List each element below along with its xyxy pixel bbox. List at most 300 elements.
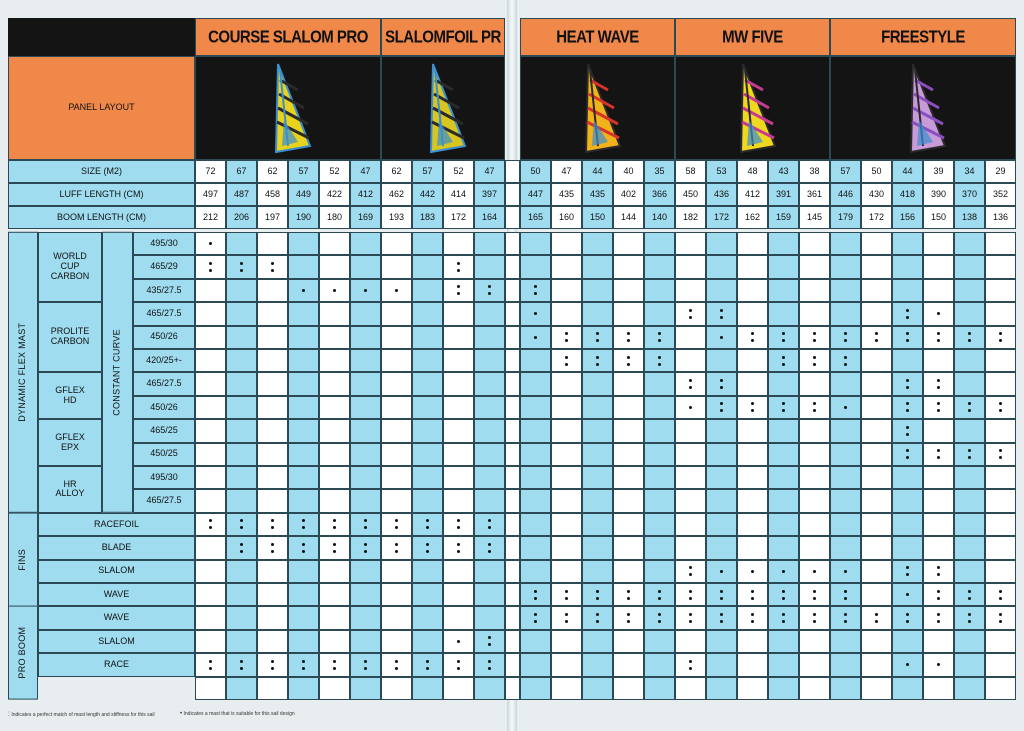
dot	[906, 663, 909, 666]
grid-cell	[861, 677, 892, 700]
suitable-mark	[364, 289, 367, 292]
grid-cell	[923, 349, 954, 372]
grid-cell	[474, 489, 505, 512]
dot	[240, 262, 243, 265]
grid-cell	[582, 326, 613, 349]
spec-value: 412	[350, 183, 381, 206]
grid-cell	[892, 560, 923, 583]
dot	[906, 456, 909, 459]
dot	[364, 550, 367, 553]
grid-cell	[257, 583, 288, 606]
grid-cell	[613, 630, 644, 653]
grid-cell	[706, 302, 737, 325]
grid-cell	[319, 653, 350, 676]
grid-cell	[319, 443, 350, 466]
dot	[844, 363, 847, 366]
spec-value: 435	[582, 183, 613, 206]
grid-cell	[319, 560, 350, 583]
perfect-match-mark	[782, 613, 785, 623]
dot	[209, 269, 212, 272]
panel-layout-label: PANEL LAYOUT	[8, 56, 195, 160]
suitable-mark	[844, 406, 847, 409]
model-name: MW FIVE	[722, 27, 783, 47]
grid-cell	[319, 255, 350, 278]
grid-cell	[195, 302, 226, 325]
grid-cell	[412, 489, 443, 512]
dot	[565, 613, 568, 616]
dot	[240, 519, 243, 522]
grid-cell	[644, 489, 675, 512]
grid-cell	[551, 513, 582, 536]
grid-cell	[319, 466, 350, 489]
grid-cell	[474, 583, 505, 606]
dot	[565, 597, 568, 600]
grid-cell	[613, 513, 644, 536]
grid-cell	[520, 279, 551, 302]
grid-cell	[350, 560, 381, 583]
perfect-match-mark	[565, 590, 568, 600]
grid-cell	[257, 255, 288, 278]
spec-value: 212	[195, 206, 226, 229]
grid-cell	[195, 536, 226, 559]
dot	[488, 643, 491, 646]
perfect-match-mark	[906, 426, 909, 436]
grid-cell	[350, 443, 381, 466]
dot	[426, 519, 429, 522]
dot	[209, 519, 212, 522]
grid-cell	[861, 466, 892, 489]
grid-cell	[799, 677, 830, 700]
footnote-suitable: • Indicates a mast that is suitable for this sail design	[180, 711, 295, 717]
grid-cell	[706, 606, 737, 629]
grid-cell	[412, 326, 443, 349]
mast-row-label-4: 450/26	[133, 326, 195, 349]
grid-cell	[412, 653, 443, 676]
grid-cell	[551, 349, 582, 372]
grid-cell	[892, 372, 923, 395]
perfect-match-mark	[364, 543, 367, 553]
perfect-match-mark	[689, 590, 692, 600]
grid-cell	[505, 419, 520, 442]
grid-cell	[443, 349, 474, 372]
spec-value: 53	[706, 160, 737, 183]
sail-image-0	[195, 56, 381, 160]
dot	[395, 543, 398, 546]
suitable-mark	[534, 336, 537, 339]
dot	[937, 402, 940, 405]
grid-cell	[288, 606, 319, 629]
grid-cell	[613, 606, 644, 629]
perfect-match-mark	[689, 566, 692, 576]
grid-cell	[350, 630, 381, 653]
dot	[937, 663, 940, 666]
dot	[782, 363, 785, 366]
grid-cell	[861, 279, 892, 302]
dot	[999, 339, 1002, 342]
dot	[534, 620, 537, 623]
grid-cell	[505, 466, 520, 489]
spec-value: 183	[412, 206, 443, 229]
dot	[968, 402, 971, 405]
grid-cell	[350, 489, 381, 512]
grid-cell	[319, 232, 350, 255]
dot	[240, 550, 243, 553]
grid-cell	[675, 302, 706, 325]
perfect-match-mark	[565, 356, 568, 366]
model-header-4	[830, 18, 1016, 56]
header-row-label-0: SIZE (M2)	[8, 160, 195, 183]
dot	[240, 667, 243, 670]
grid-cell	[830, 630, 861, 653]
perfect-match-mark	[596, 356, 599, 366]
grid-cell	[319, 630, 350, 653]
grid-cell	[954, 302, 985, 325]
grid-cell	[613, 372, 644, 395]
grid-cell	[830, 536, 861, 559]
grid-cell	[737, 677, 768, 700]
grid-cell	[257, 489, 288, 512]
dot	[937, 449, 940, 452]
grid-cell	[737, 606, 768, 629]
grid-cell	[474, 630, 505, 653]
dot	[333, 667, 336, 670]
perfect-match-mark	[813, 590, 816, 600]
grid-cell	[226, 349, 257, 372]
grid-cell	[954, 630, 985, 653]
grid-cell	[443, 677, 474, 700]
grid-cell	[195, 443, 226, 466]
dot	[658, 597, 661, 600]
dot	[937, 573, 940, 576]
grid-cell	[799, 326, 830, 349]
grid-cell	[257, 677, 288, 700]
dot	[937, 339, 940, 342]
dot	[596, 597, 599, 600]
grid-cell	[768, 653, 799, 676]
grid-cell	[319, 349, 350, 372]
dot	[395, 519, 398, 522]
grid-cell	[381, 279, 412, 302]
dot	[627, 620, 630, 623]
grid-cell	[412, 630, 443, 653]
dot	[782, 402, 785, 405]
dot	[999, 597, 1002, 600]
grid-cell	[737, 419, 768, 442]
dot	[906, 449, 909, 452]
grid-cell	[319, 583, 350, 606]
grid-cell	[985, 396, 1016, 419]
grid-cell	[381, 396, 412, 419]
spec-value: 58	[675, 160, 706, 183]
grid-cell	[350, 606, 381, 629]
top-left-strip	[8, 18, 195, 56]
perfect-match-mark	[209, 519, 212, 529]
perfect-match-mark	[333, 519, 336, 529]
dot	[488, 292, 491, 295]
dot	[534, 292, 537, 295]
grid-cell	[799, 419, 830, 442]
grid-cell	[582, 489, 613, 512]
grid-cell	[675, 372, 706, 395]
dot	[813, 339, 816, 342]
perfect-match-mark	[271, 543, 274, 553]
grid-cell	[257, 630, 288, 653]
grid-cell	[412, 443, 443, 466]
grid-cell	[319, 513, 350, 536]
dot	[395, 660, 398, 663]
perfect-match-mark	[271, 660, 274, 670]
grid-cell	[520, 466, 551, 489]
perfect-match-mark	[782, 356, 785, 366]
grid-cell	[799, 443, 830, 466]
grid-cell	[985, 653, 1016, 676]
grid-cell	[443, 372, 474, 395]
grid-cell	[706, 677, 737, 700]
dot	[209, 262, 212, 265]
grid-cell	[195, 677, 226, 700]
perfect-match-mark	[937, 379, 940, 389]
grid-cell	[923, 466, 954, 489]
grid-cell	[892, 326, 923, 349]
grid-cell	[985, 677, 1016, 700]
grid-cell	[954, 372, 985, 395]
grid-cell	[505, 677, 520, 700]
grid-cell	[412, 536, 443, 559]
grid-cell	[830, 677, 861, 700]
grid-cell	[474, 372, 505, 395]
perfect-match-mark	[457, 543, 460, 553]
dot	[906, 620, 909, 623]
dot	[844, 620, 847, 623]
grid-cell	[954, 677, 985, 700]
perfect-match-mark	[813, 402, 816, 412]
grid-cell	[381, 372, 412, 395]
dot	[488, 526, 491, 529]
grid-cell	[923, 606, 954, 629]
perfect-match-mark	[457, 262, 460, 272]
grid-cell	[737, 349, 768, 372]
grid-cell	[226, 536, 257, 559]
perfect-match-mark	[302, 519, 305, 529]
grid-cell	[768, 583, 799, 606]
dot	[689, 590, 692, 593]
perfect-match-mark	[426, 543, 429, 553]
dot	[751, 570, 754, 573]
suitable-mark	[720, 570, 723, 573]
grid-cell	[195, 396, 226, 419]
spec-value: 50	[520, 160, 551, 183]
grid-cell	[226, 653, 257, 676]
dot	[999, 613, 1002, 616]
suitable-mark	[689, 406, 692, 409]
grid-cell	[954, 396, 985, 419]
grid-cell	[923, 232, 954, 255]
mast-row-label-11: 465/27.5	[133, 489, 195, 512]
mast-row-label-0: 495/30	[133, 232, 195, 255]
dot	[813, 332, 816, 335]
grid-cell	[226, 255, 257, 278]
grid-cell	[350, 466, 381, 489]
dot	[906, 426, 909, 429]
header-row-label-1: LUFF LENGTH (CM)	[8, 183, 195, 206]
perfect-match-mark	[271, 519, 274, 529]
spec-value: 156	[892, 206, 923, 229]
grid-cell	[551, 279, 582, 302]
perfect-match-mark	[627, 356, 630, 366]
grid-cell	[226, 443, 257, 466]
perfect-match-mark	[968, 402, 971, 412]
grid-cell	[706, 513, 737, 536]
grid-cell	[381, 419, 412, 442]
grid-cell	[474, 513, 505, 536]
grid-cell	[644, 255, 675, 278]
grid-cell	[582, 630, 613, 653]
grid-cell	[675, 606, 706, 629]
grid-cell	[474, 466, 505, 489]
spec-value: 29	[985, 160, 1016, 183]
grid-cell	[737, 466, 768, 489]
grid-cell	[830, 489, 861, 512]
suitable-mark	[937, 312, 940, 315]
grid-cell	[582, 419, 613, 442]
grid-cell	[892, 349, 923, 372]
grid-cell	[613, 326, 644, 349]
grid-cell	[675, 279, 706, 302]
grid-cell	[226, 606, 257, 629]
grid-cell	[768, 232, 799, 255]
grid-cell	[923, 396, 954, 419]
grid-cell	[443, 419, 474, 442]
grid-cell	[737, 536, 768, 559]
grid-cell	[985, 419, 1016, 442]
grid-cell	[675, 232, 706, 255]
dot	[302, 660, 305, 663]
perfect-match-mark	[751, 402, 754, 412]
grid-cell	[768, 606, 799, 629]
perfect-match-mark	[906, 402, 909, 412]
grid-cell	[474, 232, 505, 255]
dot	[395, 667, 398, 670]
perfect-match-mark	[720, 613, 723, 623]
grid-cell	[474, 326, 505, 349]
grid-cell	[675, 583, 706, 606]
grid-cell	[412, 255, 443, 278]
grid-cell	[675, 513, 706, 536]
grid-cell	[613, 279, 644, 302]
dot	[720, 620, 723, 623]
dot	[271, 262, 274, 265]
spec-value: 446	[830, 183, 861, 206]
grid-cell	[350, 326, 381, 349]
grid-cell	[520, 513, 551, 536]
dot	[565, 363, 568, 366]
spec-value: 38	[799, 160, 830, 183]
grid-cell	[350, 513, 381, 536]
dot	[627, 356, 630, 359]
perfect-match-mark	[875, 332, 878, 342]
dot	[720, 402, 723, 405]
dot	[844, 570, 847, 573]
grid-cell	[412, 513, 443, 536]
grid-cell	[195, 630, 226, 653]
grid-cell	[644, 396, 675, 419]
dot	[751, 339, 754, 342]
dot	[906, 339, 909, 342]
dot	[534, 312, 537, 315]
grid-cell	[257, 326, 288, 349]
perfect-match-mark	[271, 262, 274, 272]
dot	[488, 550, 491, 553]
spec-value: 414	[443, 183, 474, 206]
perfect-match-mark	[813, 332, 816, 342]
grid-cell	[520, 560, 551, 583]
dot	[426, 526, 429, 529]
dot	[999, 456, 1002, 459]
grid-cell	[505, 396, 520, 419]
dot	[333, 550, 336, 553]
dot	[844, 590, 847, 593]
dot	[689, 309, 692, 312]
grid-cell	[257, 466, 288, 489]
dot	[689, 379, 692, 382]
spec-value: 150	[923, 206, 954, 229]
perfect-match-mark	[488, 543, 491, 553]
grid-cell	[675, 419, 706, 442]
suitable-mark	[844, 570, 847, 573]
grid-cell	[582, 349, 613, 372]
grid-cell	[551, 443, 582, 466]
grid-cell	[505, 489, 520, 512]
dot	[937, 456, 940, 459]
group-label-fins: FINS	[8, 513, 38, 607]
fin-row-label-3: WAVE	[38, 583, 195, 606]
grid-cell	[226, 396, 257, 419]
suitable-mark	[333, 289, 336, 292]
spec-value: 62	[381, 160, 412, 183]
grid-cell	[954, 583, 985, 606]
dot	[720, 386, 723, 389]
grid-cell	[520, 232, 551, 255]
spec-value: 165	[520, 206, 551, 229]
grid-cell	[830, 513, 861, 536]
grid-cell	[226, 372, 257, 395]
grid-cell	[443, 396, 474, 419]
grid-cell	[474, 302, 505, 325]
dot	[457, 519, 460, 522]
grid-cell	[195, 489, 226, 512]
grid-cell	[985, 232, 1016, 255]
grid-cell	[861, 489, 892, 512]
dot	[302, 526, 305, 529]
grid-cell	[226, 560, 257, 583]
grid-cell	[551, 302, 582, 325]
grid-cell	[954, 606, 985, 629]
grid-cell	[443, 606, 474, 629]
perfect-match-mark	[844, 590, 847, 600]
grid-cell	[195, 232, 226, 255]
grid-cell	[923, 419, 954, 442]
dot	[906, 379, 909, 382]
dot	[488, 636, 491, 639]
dot	[689, 316, 692, 319]
spec-value: 206	[226, 206, 257, 229]
spec-value: 458	[257, 183, 288, 206]
grid-cell	[443, 630, 474, 653]
grid-cell	[675, 630, 706, 653]
grid-cell	[226, 513, 257, 536]
perfect-match-mark	[457, 519, 460, 529]
grid-cell	[505, 560, 520, 583]
